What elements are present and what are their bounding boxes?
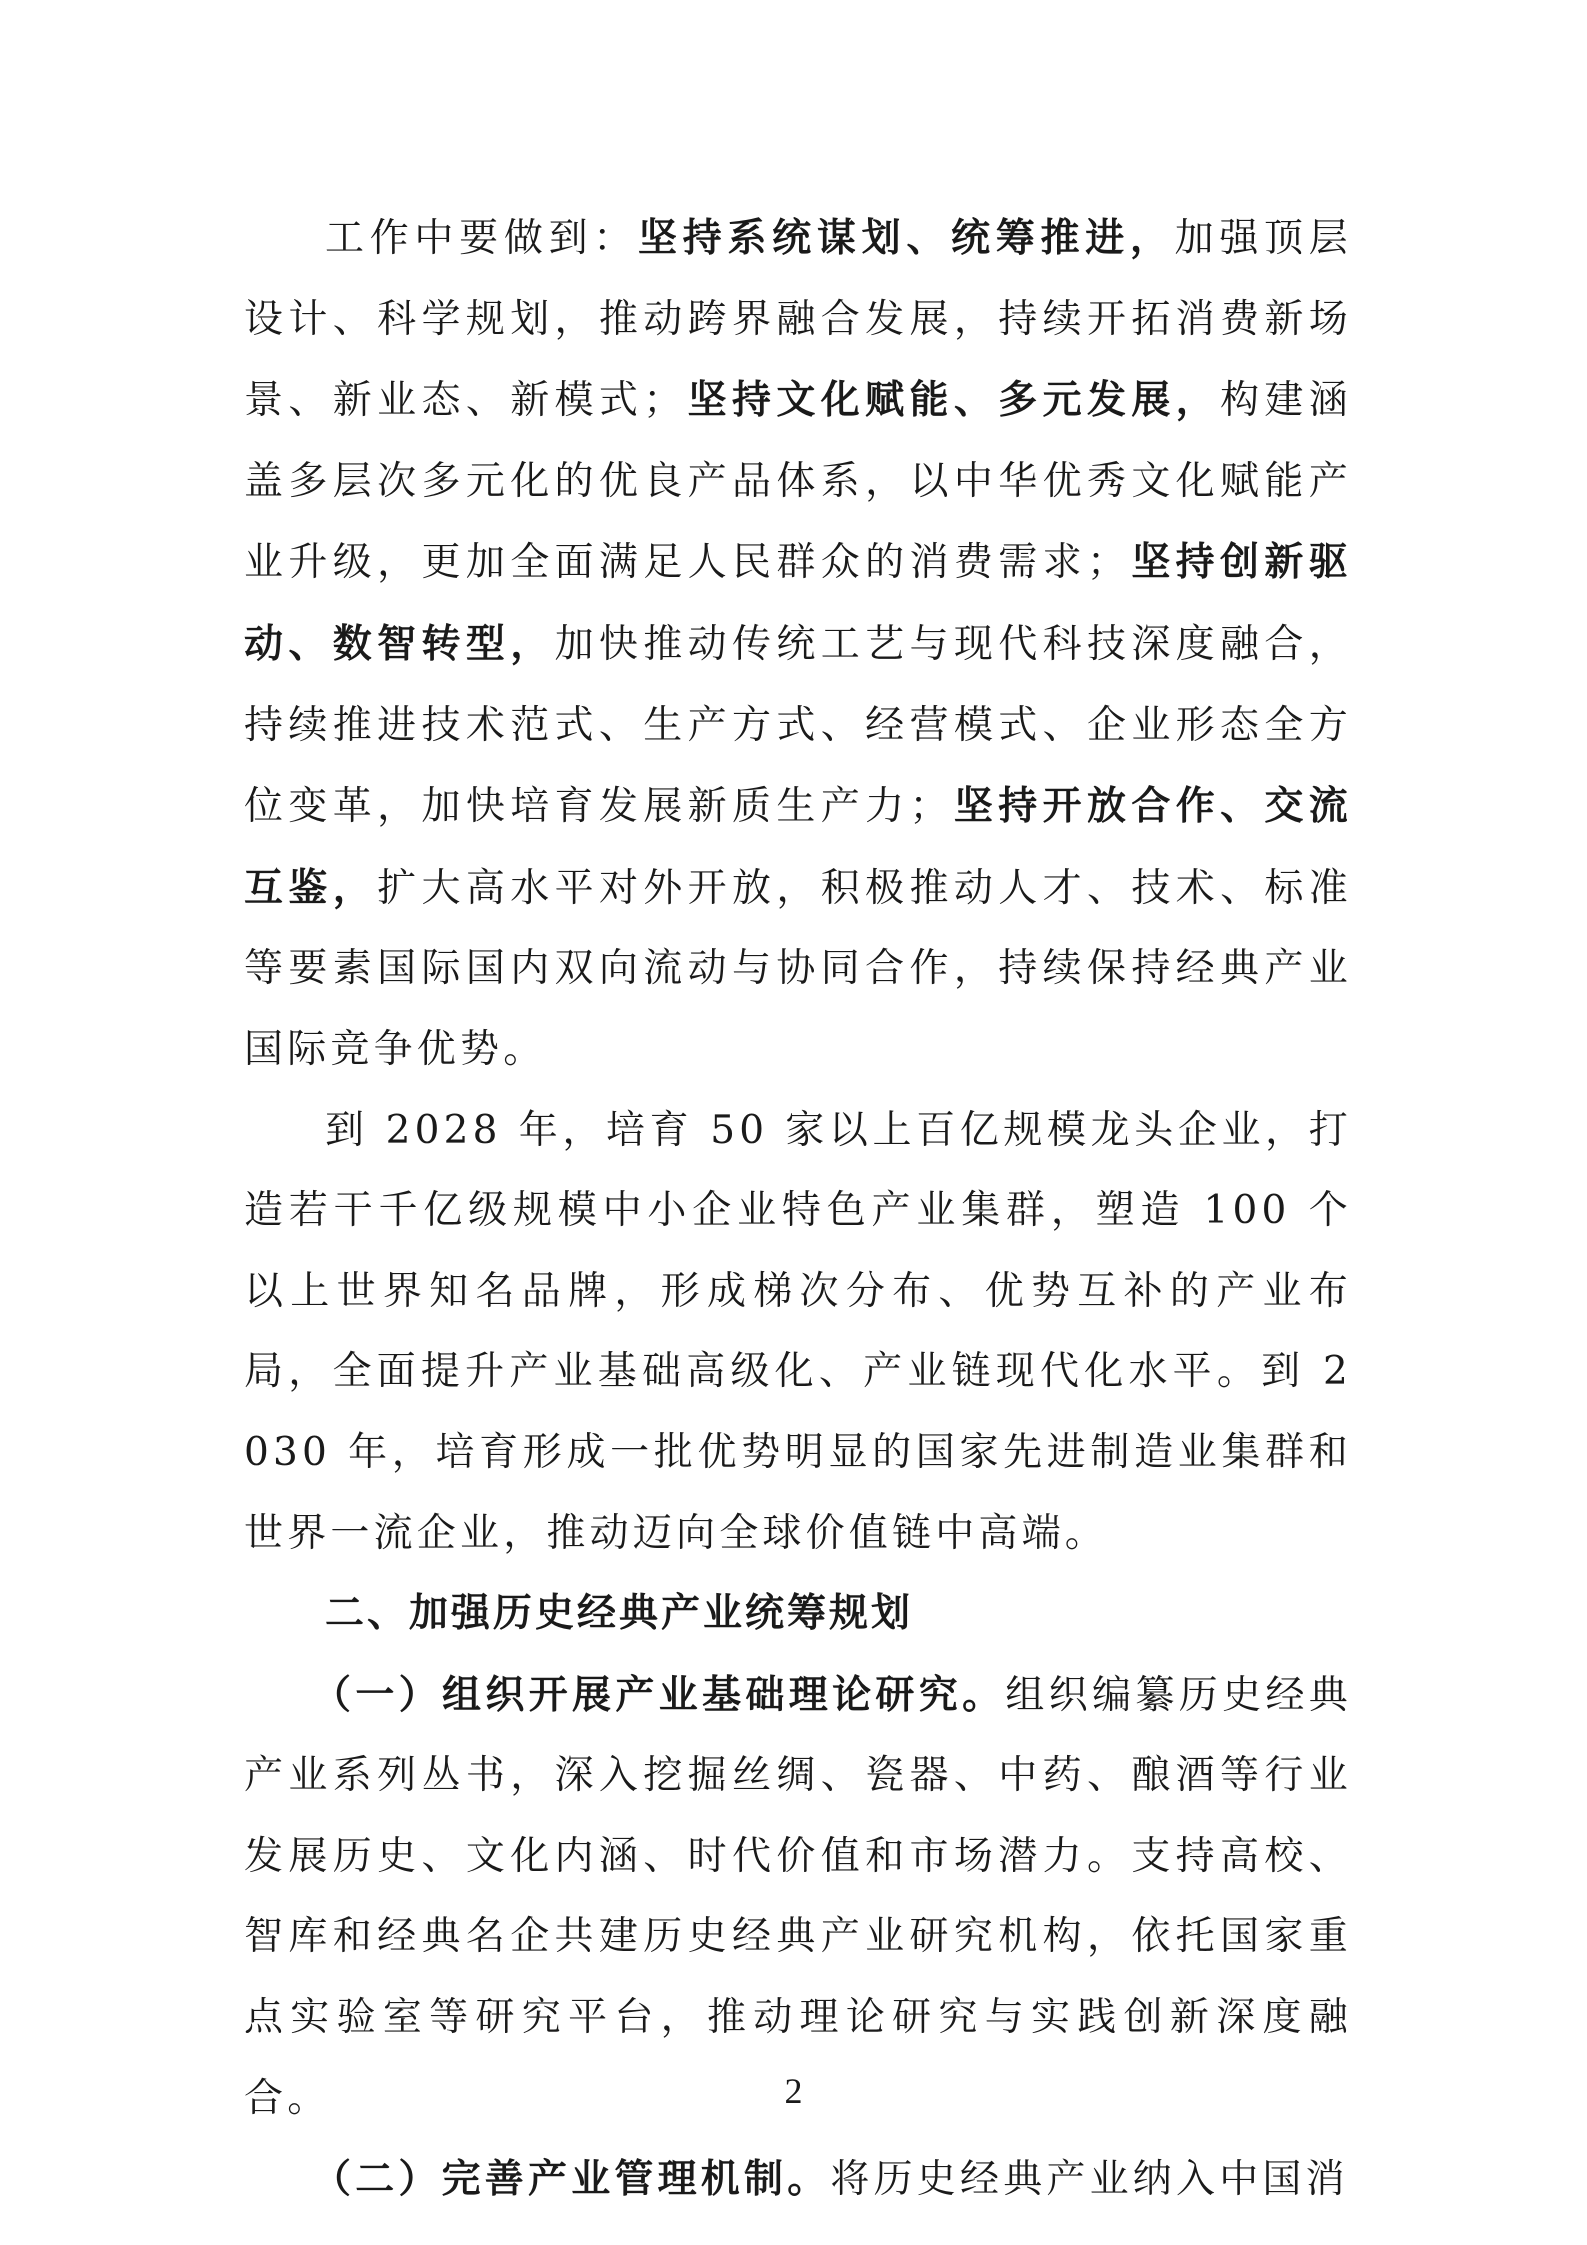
subsection-lead-2: （二）完善产业管理机制。 — [312, 2156, 831, 2203]
section-heading: 二、加强历史经典产业统筹规划 — [325, 1591, 914, 1637]
paragraph-text: 将历史经典产业纳入中国消 — [830, 2157, 1349, 2203]
paragraph-work-principles — [244, 198, 1352, 1091]
paragraph-text: 加强顶层设计、科学规划，推动跨界融合发展，持续开拓消费新场景、新业态、新模式； — [244, 216, 1352, 424]
paragraph-text: 构建涵盖多层次多元化的优良产品体系，以中华优秀文化赋能产业升级，更加全面满足人民群众的消费需求； — [244, 378, 1352, 586]
bold-principle-4: 坚持开放合作、交流互鉴， — [244, 783, 1352, 911]
paragraph-text: 扩大高水平对外开放，积极推动人才、技术、标准等要素国际国内双向流动与协同合作，持续保持经典产业国际竞争优势。 — [244, 865, 1352, 1072]
page-number: 2 — [784, 2071, 803, 2111]
paragraph-targets: 到 2028 年，培育 50 家以上百亿规模龙头企业，打造若干千亿级规模中小企业特色产业集群，塑造 100 个以上世界知名品牌，形成梯次分布、优势互补的产业布局，全面提升产业基础高级化、产业链现代化水平。到 2030 年，培育形成一批优势明显的国家先进制造业集群和世界一流企业，推动迈向全球价值链中高端。 — [244, 1107, 1352, 1556]
bold-principle-2: 坚持文化赋能、多元发展， — [686, 377, 1221, 424]
paragraph-theory-research — [244, 1655, 1352, 2140]
paragraph-text: 加快推动传统工艺与现代科技深度融合，持续推进技术范式、生产方式、经营模式、企业形态全方位变革，加快培育发展新质生产力； — [244, 621, 1352, 830]
document-body — [244, 198, 1352, 2221]
paragraph-text: 工作中要做到： — [325, 216, 639, 261]
paragraph-management-mechanism — [244, 2139, 1352, 2221]
subsection-lead-1: （一）组织开展产业基础理论研究。 — [312, 1671, 1006, 1718]
paragraph-text: 组织编纂历史经典产业系列丛书，深入挖掘丝绸、瓷器、中药、酿酒等行业发展历史、文化内涵、时代价值和市场潜力。支持高校、智库和经典名企共建历史经典产业研究机构，依托国家重点实验室等研究平台，推动理论研究与实践创新深度融合。 — [244, 1672, 1352, 2121]
bold-principle-3: 坚持创新驱动、数智转型， — [244, 539, 1352, 667]
bold-principle-1: 坚持系统谋划、统筹推进， — [638, 215, 1175, 261]
